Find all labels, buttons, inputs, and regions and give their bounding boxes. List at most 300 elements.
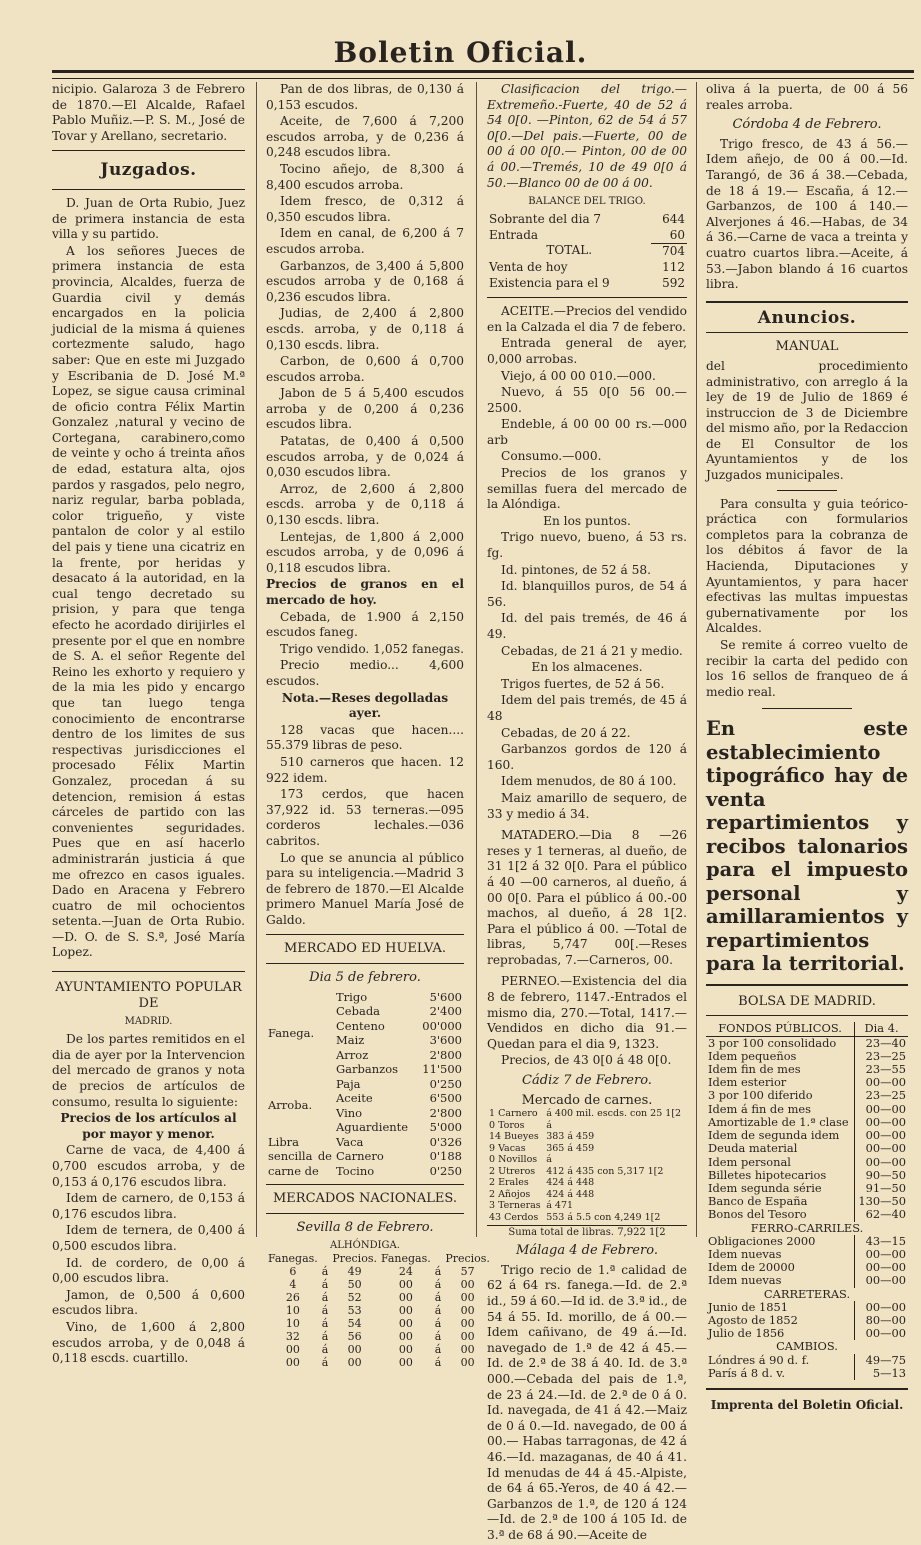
price-cell: 00: [347, 1356, 362, 1370]
dia-header: Dia 4.: [855, 1022, 908, 1036]
price-cell: 553 á 5.5 con 4,249 1[2: [546, 1211, 661, 1223]
cordoba-date: Córdoba 4 de Febrero.: [732, 117, 882, 133]
security-name: Idem nuevas: [708, 1246, 782, 1261]
price-cell: 50: [347, 1278, 362, 1292]
section-rule: [266, 963, 464, 964]
reses-heading: Nota.—Reses degolladas ayer.: [281, 690, 449, 721]
price-cell: á: [546, 1154, 552, 1166]
section-title-juzgados: Juzgados.: [100, 160, 197, 181]
price-cell: 00: [460, 1304, 475, 1318]
section-rule: [706, 301, 908, 303]
security-name: Idem de 20000: [708, 1260, 795, 1275]
price-item: Idem de carnero, de 0,153 á 0,176 escudos libra.: [52, 1191, 245, 1221]
table-row: [487, 1131, 687, 1143]
balance-label: Entrada: [489, 227, 539, 242]
price-item: Lentejas, de 1,800 á 2,000 escudos arroba, y de 0,096 á 0,118 escudos libra.: [266, 529, 464, 575]
product-name: Paja: [336, 1076, 361, 1091]
section-rule: [52, 971, 245, 972]
manual-title: MANUAL: [775, 339, 839, 355]
cordoba-report: Trigo fresco, de 43 á 56.—Idem añejo, de 00 á 00.—Id. Tarangó, de 36 á 38.—Cebada, de 18 á 19.— Escaña, á 12.—Garbanzos, de 100 á 140.—Alverjones á 46.—Habas, de 34 á 36.—Carne de vaca a treinta y cuatro cuartos libra.—Aceite, á 53.—Jabon blando á 16 cuartos libra.: [706, 136, 908, 292]
security-name: Idem esterior: [708, 1075, 787, 1090]
ayuntamiento-title: AYUNTAMIENTO POPULAR DE: [55, 980, 242, 1011]
price-item: Carbon, de 0,600 á 0,700 escudos arroba.: [266, 354, 464, 384]
fanegas-cell: 00: [285, 1343, 300, 1357]
aceite-item: Entrada general de ayer, 0,000 arrobas.: [487, 336, 687, 366]
price-cell: 54: [347, 1317, 362, 1331]
table-row: [487, 1166, 687, 1178]
aceite-continuation: oliva á la puerta, de 00 á 56 reales arroba.: [706, 82, 908, 112]
column-header: Fanegas.: [380, 1252, 431, 1266]
security-name: Idem de segunda idem: [708, 1128, 840, 1143]
animal-cell: 0 Novillos: [489, 1154, 538, 1166]
short-rule: [777, 490, 837, 491]
price-cell: 00: [460, 1317, 475, 1331]
newspaper-masthead: Boletin Oficial.: [333, 36, 588, 69]
table-subheader-row: [706, 1288, 908, 1301]
section-rule: [487, 297, 687, 298]
unit-label: Arroba.: [268, 1098, 313, 1113]
price-cell: á 400 mil. escds. con 25 1[2: [546, 1108, 682, 1120]
table-row: [706, 1274, 908, 1287]
product-price: 2'800: [429, 1105, 462, 1120]
price-item: Arroz, de 2,600 á 2,800 escds. arroba y de 0,118 á 0,130 escds. libra.: [266, 481, 464, 528]
security-name: Idem pequeños: [708, 1048, 797, 1063]
column-divider: [476, 82, 477, 1237]
security-name: Obligaciones 2000: [708, 1233, 816, 1248]
price-cell: 49: [347, 1265, 362, 1279]
fanegas-cell: 00: [285, 1356, 300, 1370]
granos-item: Precio medio... 4,600 escudos.: [266, 658, 464, 688]
animal-cell: 2 Añojos: [489, 1188, 531, 1200]
price-item: Judias, de 2,400 á 2,800 escds. arroba, y de 0,118 á 0,130 escds. libra.: [266, 306, 464, 352]
price-cell: 56: [347, 1330, 362, 1344]
granos-heading: Precios de granos en el mercado de hoy.: [266, 577, 464, 607]
sep-cell: á: [434, 1356, 442, 1370]
price-cell: 53: [347, 1304, 362, 1318]
fanegas-cell: 26: [285, 1291, 300, 1305]
table-row: [706, 1367, 908, 1380]
product-name: Aguardiente: [336, 1120, 409, 1135]
product-name: Trigo: [336, 989, 368, 1004]
sep-cell: á: [321, 1330, 329, 1344]
bolsa-fondos-body: [706, 1036, 908, 1221]
consulta-text: Para consulta y guia teórico-práctica con formularios completos para la cobranza de los débitos á favor de la Hacienda, Diputaciones y Ayuntamientos, y para hacer efectivas las multas impuestas gubernativamente por los Alcaldes.: [706, 496, 908, 636]
animal-cell: 3 Terneras: [489, 1200, 541, 1212]
security-name: Amortizable de 1.ª clase: [708, 1114, 849, 1129]
price-cell: 00: [347, 1343, 362, 1357]
table-row: [266, 990, 464, 1005]
fanegas-cell: 32: [285, 1330, 300, 1344]
table-row: [706, 1156, 908, 1169]
animal-cell: 43 Cerdos: [489, 1211, 539, 1223]
security-name: Billetes hipotecarios: [708, 1167, 827, 1182]
product-price: 0'250: [429, 1163, 462, 1178]
masthead-rule: [52, 70, 914, 79]
puntos-item: Cebadas, de 21 á 21 y medio.: [501, 643, 683, 658]
security-name: París á 8 d. v.: [708, 1365, 786, 1380]
price-item: Carne de vaca, de 4,400 á 0,700 escudos arroba, y de 0,153 á 0,176 escudos libra.: [52, 1143, 245, 1189]
security-price: 00—00: [855, 1103, 908, 1116]
product-price: 3'600: [429, 1033, 462, 1048]
carreteras-header: CARRETERAS.: [763, 1286, 851, 1301]
fanegas-cell: 00: [398, 1330, 413, 1344]
product-price: 2'400: [429, 1004, 462, 1019]
fanegas-cell: 00: [398, 1343, 413, 1357]
puntos-heading: En los puntos.: [543, 513, 631, 528]
fanegas-cell: 24: [398, 1265, 413, 1279]
product-price: 2'800: [429, 1047, 462, 1062]
animal-cell: 9 Vacas: [489, 1142, 526, 1154]
security-name: Bonos del Tesoro: [708, 1207, 807, 1222]
sep-cell: á: [434, 1304, 442, 1318]
security-price: 130—50: [855, 1195, 908, 1208]
table-row: [706, 1208, 908, 1221]
table-row: [487, 212, 687, 228]
price-cell: 383 á 459: [546, 1131, 595, 1143]
column-header: Precios.: [445, 1252, 490, 1266]
column-3: [487, 82, 687, 1545]
table-row: [706, 1354, 908, 1367]
table-row: [487, 1177, 687, 1189]
sep-cell: á: [321, 1317, 329, 1331]
sep-cell: á: [434, 1343, 442, 1357]
table-row: [706, 1036, 908, 1050]
cambios-header: CAMBIOS.: [776, 1339, 838, 1354]
balance-value: 60: [669, 227, 685, 242]
carnes-table-body: [487, 1108, 687, 1223]
aceite-item: Endeble, á 00 00 00 rs.—000 arb: [487, 417, 687, 447]
price-item: Patatas, de 0,400 á 0,500 escudos arroba, y de 0,024 á 0,030 escudos libra.: [266, 434, 464, 480]
sep-cell: á: [434, 1330, 442, 1344]
table-row: [266, 1317, 492, 1330]
almacenes-item: Maiz amarillo de sequero, de 33 y medio á 34.: [487, 790, 687, 821]
balance-value: 592: [662, 275, 685, 290]
price-cell: 00: [460, 1291, 475, 1305]
security-name: Deuda material: [708, 1141, 798, 1156]
fanegas-cell: 10: [285, 1317, 300, 1331]
security-price: 00—00: [855, 1301, 908, 1314]
product-name: Vaca: [336, 1134, 364, 1149]
table-row: [487, 1189, 687, 1201]
table-row: [266, 1278, 492, 1291]
balance-label: Existencia para el 9: [489, 275, 610, 290]
fanegas-cell: 6: [289, 1265, 297, 1279]
column-divider: [696, 82, 697, 1237]
remite-text: Se remite á correo vuelto de recibir la carta del pedido con los 16 sellos de franqueo de á medio real.: [706, 638, 908, 699]
security-name: Junio de 1851: [708, 1299, 789, 1314]
sep-cell: á: [321, 1356, 329, 1370]
table-row: [487, 1108, 687, 1120]
security-price: 43—15: [855, 1235, 908, 1248]
section-rule: [706, 1388, 908, 1390]
table-header-row: [706, 1022, 908, 1036]
sep-cell: á: [321, 1304, 329, 1318]
product-name: Maiz: [336, 1033, 365, 1048]
section-rule: [706, 984, 908, 986]
price-item: Idem fresco, de 0,312 á 0,350 escudos libra.: [266, 194, 464, 224]
almacenes-item: Idem del pais tremés, de 45 á 48: [487, 693, 687, 723]
balance-title: BALANCE DEL TRIGO.: [528, 196, 646, 208]
total-label: TOTAL.: [546, 242, 593, 257]
security-price: 80—00: [855, 1314, 908, 1327]
carnes-total: Suma total de libras. 7,922 1[2: [487, 1225, 687, 1239]
table-row: [706, 1235, 908, 1248]
malaga-date: Málaga 4 de Febrero.: [516, 1243, 658, 1259]
balance-label: Sobrante del dia 7: [489, 212, 602, 227]
unit-label: Libra sencilla de carne de: [268, 1134, 332, 1178]
animal-cell: 1 Carnero: [489, 1108, 538, 1120]
reses-item: 173 cerdos, que hacen 37,922 id. 53 terneras.—095 corderos lechales.—036 cabritos.: [266, 787, 464, 848]
security-price: 91—50: [855, 1182, 908, 1195]
sep-cell: á: [321, 1278, 329, 1292]
security-name: Banco de España: [708, 1194, 808, 1209]
precios-heading: Precios de los artículos al por mayor y menor.: [60, 1111, 237, 1141]
product-price: 0'188: [429, 1149, 462, 1164]
table-row: [706, 1314, 908, 1327]
security-name: 3 por 100 consolidado: [708, 1035, 837, 1050]
column-divider: [256, 82, 257, 1237]
product-name: Centeno: [336, 1018, 385, 1033]
product-price: 11'500: [422, 1062, 462, 1077]
huelva-market-title: MERCADO ED HUELVA.: [283, 941, 447, 957]
imprenta-footer: Imprenta del Boletin Oficial.: [710, 1397, 904, 1412]
table-row: [266, 1356, 492, 1369]
security-price: 00—00: [855, 1129, 908, 1142]
perneo-precios: Precios, de 43 0[0 á 48 0[0.: [501, 1053, 672, 1068]
table-row: [266, 1343, 492, 1356]
security-price: 90—50: [855, 1169, 908, 1182]
cadiz-date: Cádiz 7 de Febrero.: [522, 1073, 652, 1089]
juzgado-header: D. Juan de Orta Rubio, Juez de primera instancia de esta villa y su partido.: [52, 195, 245, 242]
huelva-date: Dia 5 de febrero.: [309, 970, 421, 986]
fanegas-cell: 00: [398, 1304, 413, 1318]
table-row: [706, 1103, 908, 1116]
security-name: Idem fin de mes: [708, 1062, 801, 1077]
huelva-price-table: [266, 990, 464, 1179]
price-cell: 52: [347, 1291, 362, 1305]
table-subheader-row: [706, 1340, 908, 1353]
almacenes-item: Trigos fuertes, de 52 á 56.: [501, 676, 665, 691]
column-4: [706, 82, 908, 1414]
table-row: [706, 1169, 908, 1182]
price-item: Idem de ternera, de 0,400 á 0,500 escudos libra.: [52, 1223, 245, 1253]
almacenes-heading: En los almacenes.: [531, 660, 643, 675]
table-row: [266, 1330, 492, 1343]
puntos-item: Id. blanquillos puros, de 54 á 56.: [487, 579, 687, 609]
security-price: 00—00: [855, 1274, 908, 1287]
table-row: [266, 1291, 492, 1304]
aceite-item: Viejo, á 00 00 010.—000.: [501, 368, 656, 383]
price-item: Aceite, de 7,600 á 7,200 escudos arroba, y de 0,236 á 0,248 escudos libra.: [266, 114, 464, 160]
section-rule: [706, 1015, 908, 1016]
price-cell: 424 á 448: [546, 1188, 595, 1200]
granos-item: Cebada, de 1.900 á 2,150 escudos faneg.: [266, 609, 464, 640]
bolsa-cambios-body: [706, 1354, 908, 1380]
almacenes-item: Garbanzos gordos de 120 á 160.: [487, 742, 687, 772]
product-name: Carnero: [336, 1149, 384, 1164]
security-price: 00—00: [855, 1261, 908, 1274]
security-price: 00—00: [855, 1327, 908, 1340]
security-name: Agosto de 1852: [708, 1312, 798, 1327]
animal-cell: 0 Toros: [489, 1119, 525, 1131]
price-item: Garbanzos, de 3,400 á 5,800 escudos arroba y de 0,168 á 0,236 escudos libra.: [266, 258, 464, 304]
section-title-anuncios: Anuncios.: [757, 307, 857, 328]
table-row: [266, 1077, 464, 1092]
product-price: 5'600: [429, 989, 462, 1004]
fanegas-cell: 4: [289, 1278, 297, 1292]
price-item: Vino, de 1,600 á 2,800 escudos arroba, y de 0,048 á 0,118 escds. cuartillo.: [52, 1319, 245, 1366]
table-row: [706, 1327, 908, 1340]
security-price: 23—25: [855, 1050, 908, 1063]
security-name: Idem segunda série: [708, 1180, 822, 1195]
column-2: [266, 82, 490, 1370]
sep-cell: á: [434, 1278, 442, 1292]
security-price: 00—00: [855, 1156, 908, 1169]
table-row: [706, 1142, 908, 1155]
total-value: 704: [651, 244, 687, 260]
table-row: [487, 1143, 687, 1155]
security-name: Lóndres á 90 d. f.: [708, 1352, 810, 1367]
column-header: Precios.: [332, 1252, 377, 1266]
table-row: [266, 1265, 492, 1278]
fanegas-cell: 00: [398, 1356, 413, 1370]
aceite-heading: ACEITE.—Precios del vendido en la Calzada el dia 7 de febero.: [487, 304, 687, 334]
table-subheader-row: [706, 1222, 908, 1235]
price-cell: 365 á 459: [546, 1142, 595, 1154]
animal-cell: 14 Bueyes: [489, 1131, 539, 1143]
price-cell: 00: [460, 1356, 475, 1370]
table-row: [706, 1301, 908, 1314]
sep-cell: á: [434, 1291, 442, 1305]
security-price: 00—00: [855, 1248, 908, 1261]
security-name: Idem á fin de mes: [708, 1101, 811, 1116]
fuera-heading: Precios de los granos y semillas fuera del mercado de la Alóndiga.: [487, 466, 687, 512]
animal-cell: 2 Utreros: [489, 1165, 536, 1177]
cadiz-carnes-table: [487, 1108, 687, 1223]
table-row: [266, 1135, 464, 1150]
fondos-header: FONDOS PÚBLICOS.: [706, 1022, 855, 1036]
sep-cell: á: [434, 1317, 442, 1331]
table-row: [487, 244, 687, 260]
security-price: 5—13: [855, 1367, 908, 1380]
balance-value: 112: [662, 259, 685, 274]
granos-item: Trigo vendido. 1,052 fanegas.: [280, 641, 464, 656]
balance-value: 644: [662, 212, 685, 227]
section-rule: [706, 332, 908, 333]
product-price: 6'500: [429, 1091, 462, 1106]
ayuntamiento-body: De los partes remitidos en el dia de ayer por la Intervencion del mercado de granos y nota de precios de artículos de consumo, resulta lo siguiente:: [52, 1032, 245, 1109]
short-rule: [762, 708, 852, 709]
price-cell: á 471: [546, 1200, 574, 1212]
table-row: [266, 1304, 492, 1317]
price-cell: á: [546, 1119, 552, 1131]
security-name: Idem nuevas: [708, 1273, 782, 1288]
establecimiento-ad: En este establecimiento tipográfico hay de venta repartimientos y recibos talonarios para el impuesto personal y amillaramientos y repartimientos para la territorial.: [706, 717, 908, 976]
price-cell: 00: [460, 1343, 475, 1357]
security-name: 3 por 100 diferido: [708, 1088, 813, 1103]
table-row: [487, 228, 687, 244]
sevilla-table-body: [266, 1265, 492, 1369]
section-rule: [52, 150, 245, 151]
security-name: Idem personal: [708, 1154, 791, 1169]
sevilla-date: Sevilla 8 de Febrero.: [296, 1219, 434, 1235]
table-row: [487, 1200, 687, 1212]
security-price: 23—40: [855, 1036, 908, 1050]
price-cell: 00: [460, 1278, 475, 1292]
manual-description: del procedimiento administrativo, con arreglo á la ley de 19 de Julio de 1869 é instruccion de 3 de Diciembre del mismo año, por la Redaccion de El Consultor de los Ayuntamientos y de los Juzgados municipales.: [706, 358, 908, 483]
security-name: Julio de 1856: [708, 1326, 785, 1341]
fanegas-cell: 00: [398, 1317, 413, 1331]
bolsa-title: BOLSA DE MADRID.: [738, 993, 876, 1009]
perneo-report: PERNEO.—Existencia del dia 8 de febrero, 1147.-Entrados el mismo dia, 270.—Total, 1417.—Vendidos en dicho dia 91.—Quedan para el dia 9, 1323.: [487, 974, 687, 1051]
table-row: [487, 1154, 687, 1166]
price-item: Pan de dos libras, de 0,130 á 0,153 escudos.: [266, 82, 464, 112]
table-row: [706, 1089, 908, 1102]
sevilla-table: [266, 1252, 492, 1369]
section-rule: [266, 934, 464, 935]
sep-cell: á: [434, 1265, 442, 1279]
price-cell: 00: [460, 1330, 475, 1344]
product-name: Aceite: [336, 1091, 373, 1106]
bolsa-table: [706, 1022, 908, 1379]
price-item: Jabon de 5 á 5,400 escudos arroba y de 0,200 á 0,236 escudos libra.: [266, 386, 464, 432]
galaroza-notice: nicipio. Galaroza 3 de Febrero de 1870.—El Alcalde, Rafael Pablo Muñiz.—P. S. M., José de Tovar y Arellano, secretario.: [52, 82, 245, 143]
aceite-item: Consumo.—000.: [501, 449, 602, 464]
table-row: [487, 1120, 687, 1132]
balance-label: Venta de hoy: [489, 259, 568, 274]
security-price: 00—00: [855, 1116, 908, 1129]
security-price: 00—00: [855, 1076, 908, 1089]
price-cell: 412 á 435 con 5,317 1[2: [546, 1165, 664, 1177]
clasificacion-trigo: Clasificacion del trigo.—Extremeño.-Fuerte, 40 de 52 á 54 0[0. —Pinton, 62 de 54 á 57 0[0.—Del pais.—Fuerte, 00 de 00 á 00 0[0.— Pinton, 00 de 00 á 00.—Tremés, 10 de 49 0[0 á 50.—Blanco 00 de 00 á 00.: [487, 82, 687, 190]
price-cell: 57: [460, 1265, 475, 1279]
closing-notice: Lo que se anuncia al público para su inteligencia.—Madrid 3 de febrero de 1870.—El Alcalde primero Manuel María José de Galdo.: [266, 850, 464, 927]
price-item: Id. de cordero, de 0,00 á 0,00 escudos libra.: [52, 1255, 245, 1286]
ayuntamiento-city: MADRID.: [124, 1016, 173, 1028]
fanegas-cell: 00: [398, 1278, 413, 1292]
product-name: Cebada: [336, 1004, 381, 1019]
sep-cell: á: [321, 1343, 329, 1357]
section-rule: [266, 1213, 464, 1214]
sep-cell: á: [321, 1291, 329, 1305]
matadero-report: MATADERO.—Dia 8 —26 reses y 1 terneras, al dueño, de 31 1[2 á 32 0[0. Para el público á 40 —00 carneros, al dueño, á 00 0[0. Para el público á 00.-00 machos, al dueño, á 28 1[2. Para el público á 00. —Total de libras, 5,747 00[.—Reses reprobadas, 7.—Carneros, 00.: [487, 828, 687, 967]
balance-table: [487, 212, 687, 291]
fanegas-cell: 00: [398, 1291, 413, 1305]
table-row: [487, 260, 687, 276]
bolsa-carreteras-body: [706, 1301, 908, 1341]
reses-item: 128 vacas que hacen.... 55.379 libras de peso.: [266, 722, 464, 753]
ferro-header: FERRO-CARRILES.: [750, 1220, 864, 1235]
product-price: 5'000: [429, 1120, 462, 1135]
cadiz-subtitle: Mercado de carnes.: [521, 1092, 653, 1108]
table-row: [487, 1212, 687, 1224]
product-name: Vino: [336, 1105, 363, 1120]
almacenes-item: Cebadas, de 20 á 22.: [501, 725, 631, 740]
price-cell: 424 á 448: [546, 1177, 595, 1189]
section-rule: [52, 189, 245, 190]
price-item: Jamon, de 0,500 á 0,600 escudos libra.: [52, 1287, 245, 1318]
juzgado-body: A los señores Jueces de primera instancia de esta provincia, Alcaldes, fuerza de Guardia civil y demás encargados en la policia judicial de la misma á quienes cortezmente saludo, hago saber: Que en este mi Juzgado y Escribania de D. José M.ª Lopez, se sigue causa criminal de oficio contra Félix Martin Gonzalez ,natural y vecino de Cortegana, carabinero,como de veinte y ocho á treinta años de edad, estatura alta, ojos pardos y rasgados, pelo negro, nariz regular, barba poblada, color trigueño, y viste pantalon de color y al estilo del pais y tiene una cicatriz en la frente, por heridas y desacato á la autoridad, en la cual tengo decretado su prision, y para que tenga efecto he acordado dirijirles el presente por el que en nombre de S. A. el señor Regente del Reino les exhorto y requiero y de la mia les pido y encargo que tan luego tenga conocimiento de encontrarse dentro de los limites de sus respectivas jurisdicciones el procesado Félix Martin Gonzalez, procedan á su detencion, remision á estas cárceles de partido con las convenientes seguridades. Pues que en así hacerlo administrarán justicia á que me ofrezco en casos iguales. Dado en Aracena y Febrero cuatro de mil ochocientos setenta.—Juan de Orta Rubio.—D. O. de S. S.ª, José María Lopez.: [52, 243, 245, 960]
security-price: 00—00: [855, 1142, 908, 1155]
column-header: Fanegas.: [268, 1252, 318, 1266]
sep-cell: á: [321, 1265, 329, 1279]
fanegas-cell: 10: [285, 1304, 300, 1318]
product-name: Arroz: [336, 1047, 369, 1062]
unit-label: Fanega.: [268, 1025, 315, 1040]
animal-cell: 2 Erales: [489, 1177, 529, 1189]
security-price: 49—75: [855, 1354, 908, 1367]
reses-item: 510 carneros que hacen. 12 922 idem.: [266, 754, 464, 785]
